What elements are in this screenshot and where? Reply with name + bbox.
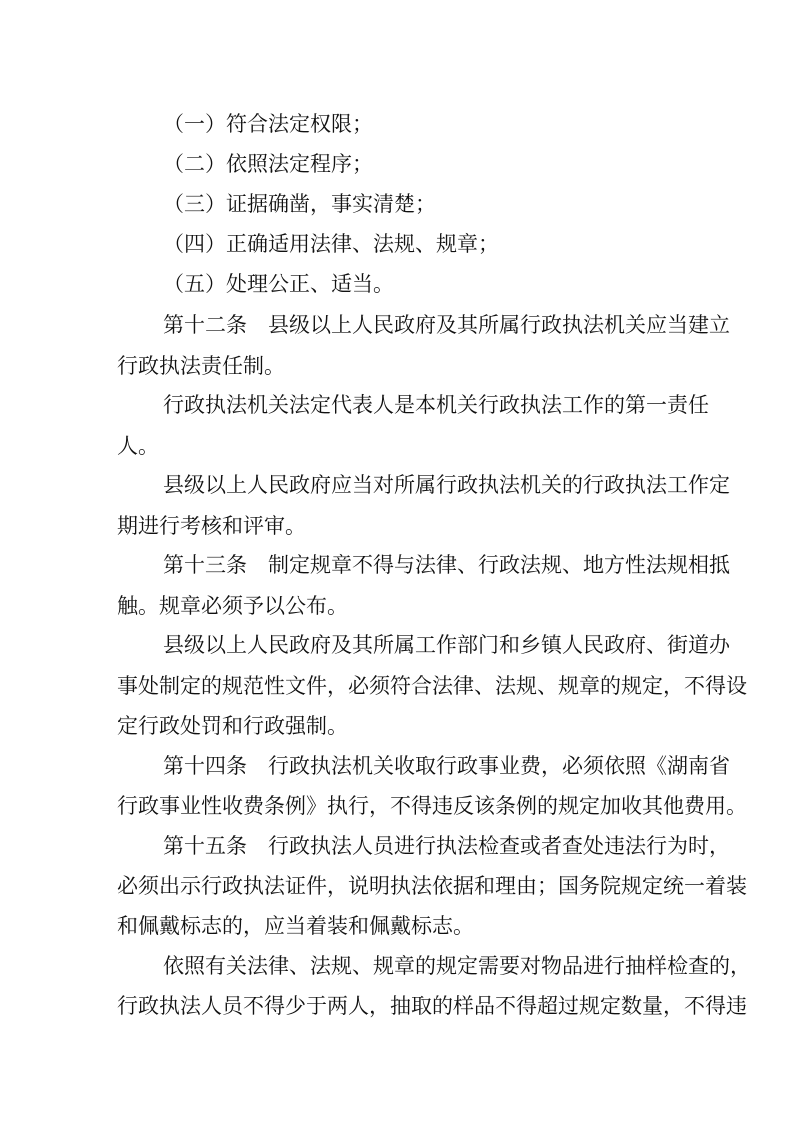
text-line: 依照有关法律、法规、规章的规定需要对物品进行抽样检查的， — [163, 954, 751, 978]
article-12-line-2: 行政执法责任制。 — [117, 354, 285, 378]
text-line: （五）处理公正、适当。 — [163, 272, 394, 296]
article-13-line-2: 触。规章必须予以公布。 — [117, 594, 348, 618]
text-line: 事处制定的规范性文件，必须符合法律、法规、规章的规定，不得设 — [117, 674, 747, 698]
article-15-line-2: 必须出示行政执法证件，说明执法依据和理由；国务院规定统一着装 — [117, 874, 747, 898]
article-14-line-2: 行政事业性收费条例》执行，不得违反该条例的规定加收其他费用。 — [117, 794, 747, 818]
text-line: （三）证据确凿，事实清楚； — [163, 192, 436, 216]
text-line: （一）符合法定权限； — [163, 112, 373, 136]
text-line: 县级以上人民政府及其所属工作部门和乡镇人民政府、街道办 — [163, 633, 730, 657]
article-12-line-1: 第十二条 县级以上人民政府及其所属行政执法机关应当建立 — [163, 313, 730, 337]
text-line: 人。 — [117, 434, 159, 458]
text-line: 行政执法人员不得少于两人，抽取的样品不得超过规定数量，不得违 — [117, 994, 747, 1018]
article-15-line-3: 和佩戴标志的，应当着装和佩戴标志。 — [117, 914, 474, 938]
text-line: 定行政处罚和行政强制。 — [117, 714, 348, 738]
text-line: 县级以上人民政府应当对所属行政执法机关的行政执法工作定 — [163, 473, 730, 497]
article-15-line-1: 第十五条 行政执法人员进行执法检查或者查处违法行为时， — [163, 834, 730, 858]
text-line: 期进行考核和评审。 — [117, 514, 306, 538]
article-14-line-1: 第十四条 行政执法机关收取行政事业费，必须依照《湖南省 — [163, 754, 730, 778]
text-line: （四）正确适用法律、法规、规章； — [163, 232, 499, 256]
text-line: 行政执法机关法定代表人是本机关行政执法工作的第一责任 — [163, 393, 709, 417]
text-line: （二）依照法定程序； — [163, 152, 373, 176]
article-13-line-1: 第十三条 制定规章不得与法律、行政法规、地方性法规相抵 — [163, 553, 730, 577]
